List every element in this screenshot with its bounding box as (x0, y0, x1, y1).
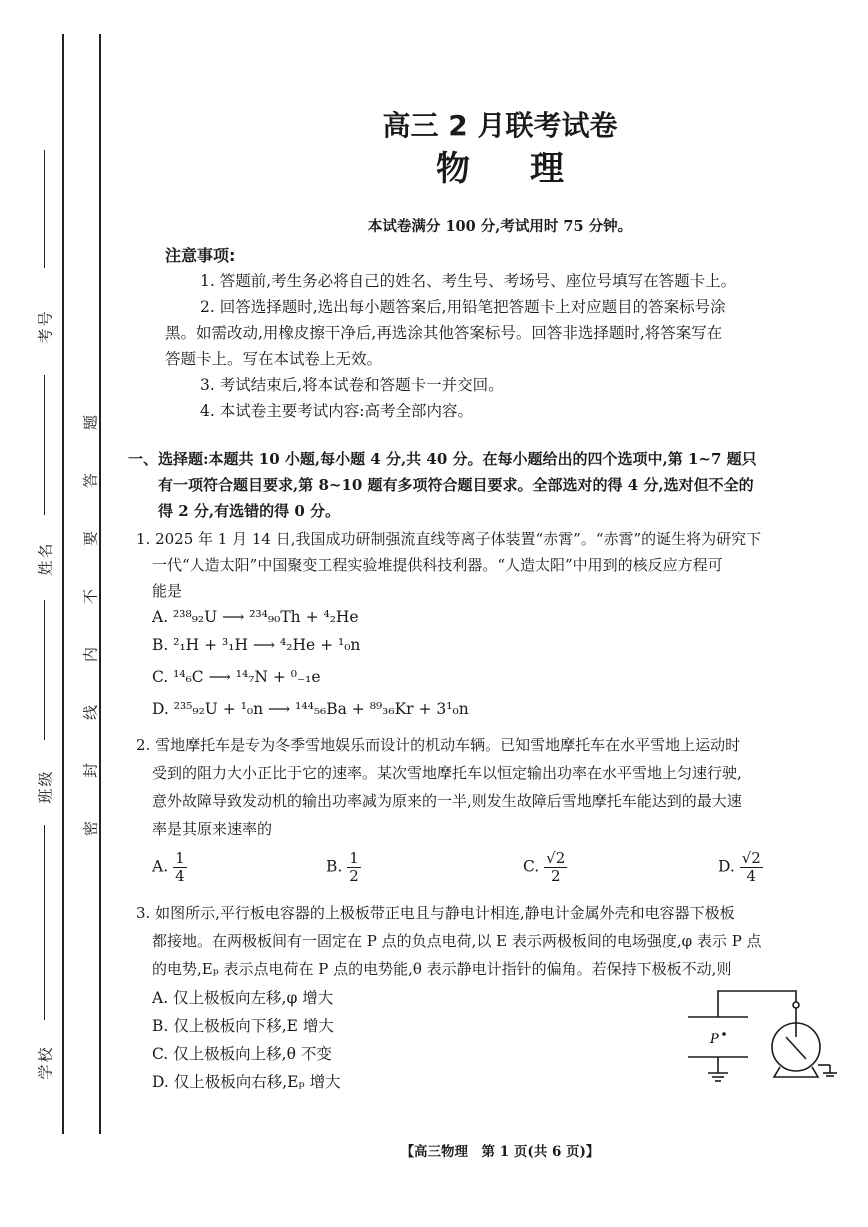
point-p-dot (722, 1032, 726, 1036)
question-1-option-b: B. ²₁H + ³₁H ⟶ ⁴₂He + ¹₀n (152, 636, 361, 654)
question-2-stem: 2. 雪地摩托车是专为冬季雪地娱乐而设计的机动车辆。已知雪地摩托车在水平雪地上运动时 (136, 736, 741, 754)
seal-char: 要 (81, 531, 100, 547)
question-1-option-a: A. ²³⁸₉₂U ⟶ ²³⁴₉₀Th + ⁴₂He (152, 608, 359, 626)
numerator: √2 (546, 849, 566, 867)
notice-line: 答题卡上。写在本试卷上无效。 (165, 350, 383, 368)
numerator: √2 (741, 849, 761, 867)
question-3-stem: 都接地。在两极板间有一固定在 P 点的负点电荷,以 E 表示两极板间的电场强度,φ 表示 P 点 (152, 932, 762, 950)
xuexiao-blank (44, 825, 45, 1020)
question-3-option-a: A. 仅上极板向左移,φ 增大 (152, 989, 334, 1007)
section-instructions: 有一项符合题目要求,第 8~10 题有多项符合题目要求。全部选对的得 4 分,选对但不全的 (158, 476, 754, 494)
option-label: C. (523, 857, 540, 876)
section-instructions: 得 2 分,有选错的得 0 分。 (158, 502, 340, 520)
notice-line: 2. 回答选择题时,选出每小题答案后,用铅笔把答题卡上对应题目的答案标号涂 (200, 298, 726, 316)
point-p-label: P (710, 1032, 719, 1047)
seal-char: 答 (81, 473, 100, 489)
question-1-stem: 一代“人造太阳”中国聚变工程实验堆提供科技利器。“人造太阳”中用到的核反应方程可 (152, 556, 723, 574)
question-3-option-d: D. 仅上极板向右移,Eₚ 增大 (152, 1073, 341, 1091)
question-1-stem: 能是 (152, 582, 183, 600)
question-3-stem: 的电势,Eₚ 表示点电荷在 P 点的电势能,θ 表示静电计指针的偏角。若保持下极板不动,则 (152, 960, 732, 978)
question-2-option-c (523, 850, 567, 885)
question-3-stem: 3. 如图所示,平行板电容器的上极板带正电且与静电计相连,静电计金属外壳和电容器下极板 (136, 904, 735, 922)
xingming-label: 姓名 (36, 541, 55, 576)
notice-line: 3. 考试结束后,将本试卷和答题卡一并交回。 (200, 376, 504, 394)
seal-char: 内 (81, 647, 100, 663)
question-2-option-b (326, 850, 361, 885)
notice-line: 4. 本试卷主要考试内容:高考全部内容。 (200, 402, 473, 420)
question-3-option-c: C. 仅上极板向上移,θ 不变 (152, 1045, 332, 1063)
seal-char: 封 (81, 763, 100, 779)
question-1-stem: 1. 2025 年 1 月 14 日,我国成功研制强流直线等离子体装置“赤霄”。“赤霄”的诞生将为研究下 (136, 530, 762, 548)
seal-char: 题 (81, 415, 100, 431)
subject-title: 物理 (436, 149, 624, 189)
exam-intro: 本试卷满分 100 分,考试用时 75 分钟。 (367, 218, 633, 235)
fraction (544, 850, 567, 885)
question-2-option-d (718, 850, 763, 885)
numerator: 1 (175, 849, 185, 867)
question-2-option-a (152, 850, 187, 885)
page-footer: 【高三物理 第 1 页(共 6 页)】 (400, 1144, 600, 1160)
option-label: B. (326, 857, 343, 876)
question-2-stem: 率是其原来速率的 (152, 820, 273, 838)
denominator: 4 (746, 867, 757, 885)
notice-title: 注意事项: (165, 246, 236, 265)
option-label: A. (152, 857, 169, 876)
fraction (347, 850, 361, 885)
denominator: 4 (175, 867, 185, 885)
fraction (740, 850, 763, 885)
xuexiao-label: 学校 (36, 1045, 55, 1080)
seal-char: 线 (81, 705, 100, 721)
denominator: 2 (550, 867, 561, 885)
notice-line: 1. 答题前,考生务必将自己的姓名、考生号、考场号、座位号填写在答题卡上。 (200, 272, 737, 290)
numerator: 1 (349, 849, 359, 867)
question-1-option-c: C. ¹⁴₆C ⟶ ¹⁴₇N + ⁰₋₁e (152, 668, 321, 686)
xingming-blank (44, 375, 45, 515)
question-1-option-d: D. ²³⁵₉₂U + ¹₀n ⟶ ¹⁴⁴₅₆Ba + ⁸⁹₃₆Kr + 3¹₀n (152, 700, 469, 718)
banji-blank (44, 600, 45, 740)
kaohao-blank (44, 150, 45, 268)
banji-label: 班级 (36, 769, 55, 804)
capacitor-electrometer-figure (680, 985, 850, 1095)
option-label: D. (718, 857, 735, 876)
question-2-stem: 受到的阻力大小正比于它的速率。某次雪地摩托车以恒定输出功率在水平雪地上匀速行驶, (152, 764, 742, 782)
question-3-option-b: B. 仅上极板向下移,E 增大 (152, 1017, 334, 1035)
section-instructions: 一、选择题:本题共 10 小题,每小题 4 分,共 40 分。在每小题给出的四个选项中,第 1~7 题只 (128, 450, 757, 468)
kaohao-label: 考号 (36, 309, 55, 344)
margin-line-inner (99, 34, 101, 1134)
fraction (173, 850, 187, 885)
notice-line: 黑。如需改动,用橡皮擦干净后,再选涂其他答案标号。回答非选择题时,将答案写在 (165, 324, 723, 342)
seal-char: 密 (81, 821, 100, 837)
seal-char: 不 (81, 589, 100, 605)
question-2-stem: 意外故障导致发动机的输出功率减为原来的一半,则发生故障后雪地摩托车能达到的最大速 (152, 792, 742, 810)
exam-title: 高三 2 月联考试卷 (382, 109, 618, 142)
margin-line-outer (62, 34, 64, 1134)
denominator: 2 (349, 867, 359, 885)
